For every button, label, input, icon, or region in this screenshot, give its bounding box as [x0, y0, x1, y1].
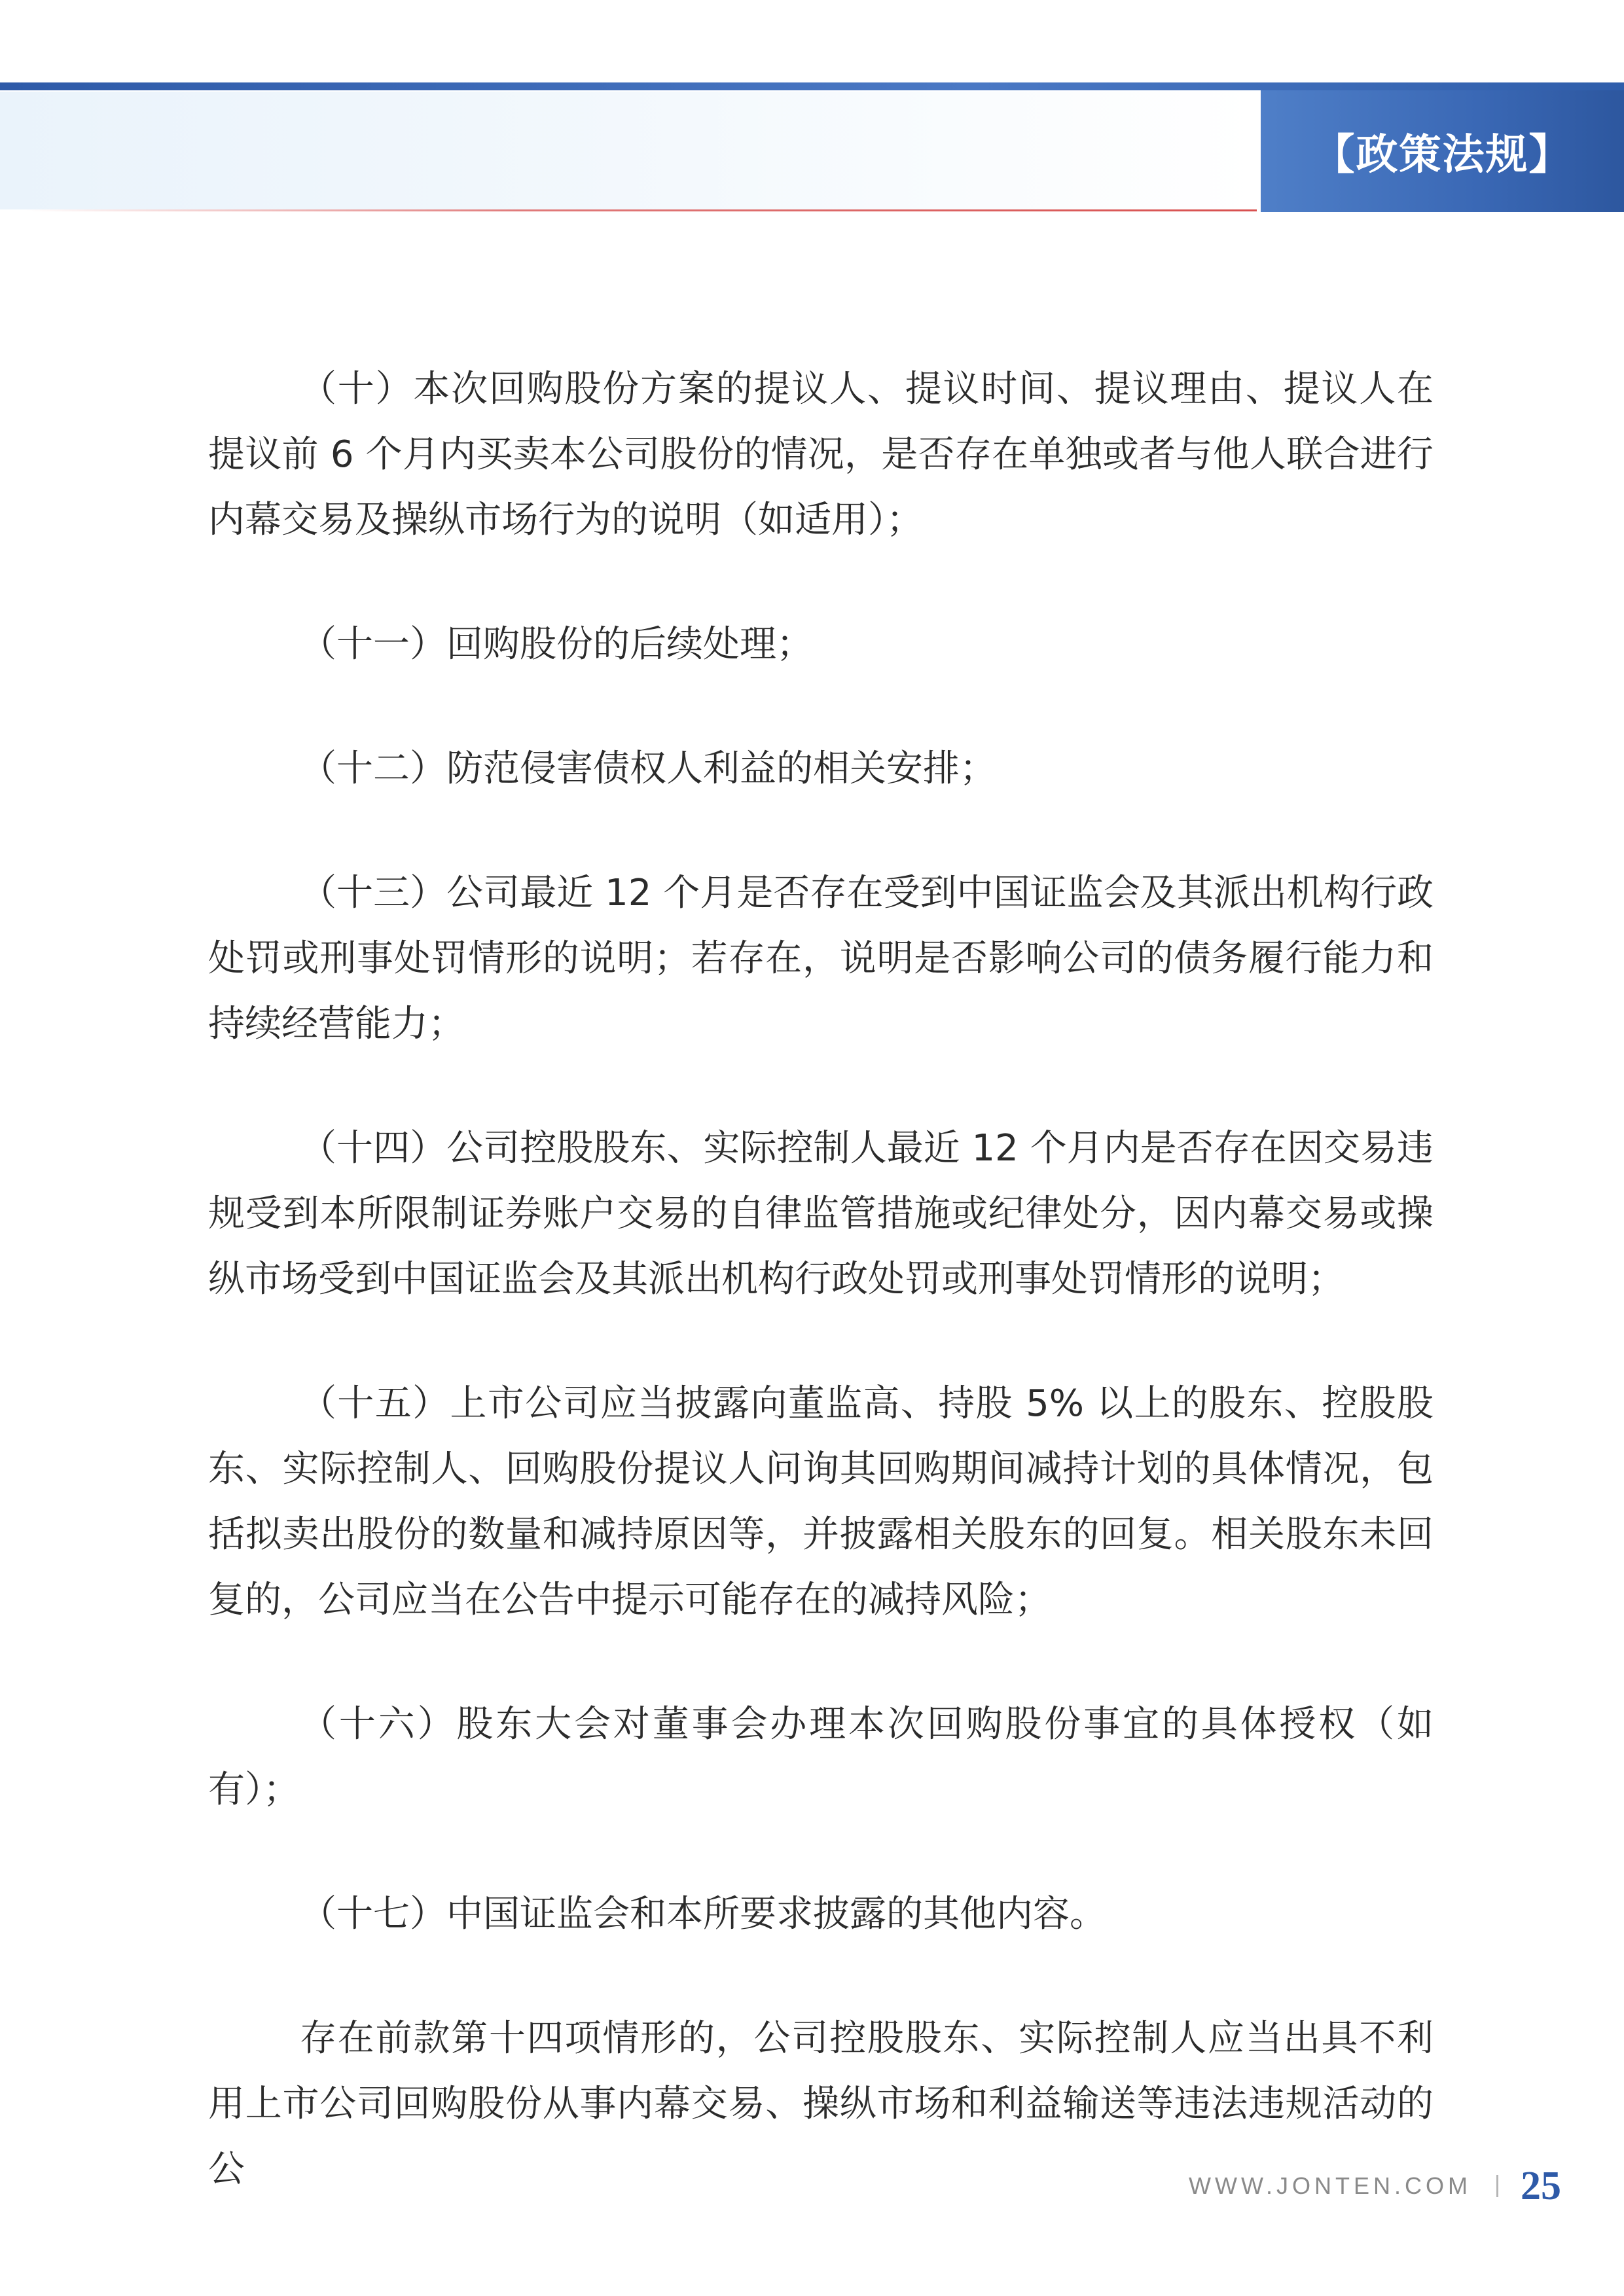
- page-header: [0, 0, 1624, 216]
- website-link[interactable]: WWW.JONTEN.COM: [1189, 2172, 1471, 2199]
- header-panel: [0, 92, 1257, 209]
- clause-16: （十六）股东大会对董事会办理本次回购股份事宜的具体授权（如有）；: [208, 1703, 1434, 1811]
- closing-paragraph: 存在前款第十四项情形的，公司控股股东、实际控制人应当出具不利用上市公司回购股份从事内幕交易、操纵市场和利益输送等违法违规活动的公: [208, 2017, 1434, 2191]
- clause-13: （十三）公司最近 12 个月是否存在受到中国证监会及其派出机构行政处罚或刑事处罚情形的说明；若存在，说明是否影响公司的债务履行能力和持续经营能力；: [208, 872, 1434, 1045]
- clause-10: （十）本次回购股份方案的提议人、提议时间、提议理由、提议人在提议前 6 个月内买卖本公司股份的情况，是否存在单独或者与他人联合进行内幕交易及操纵市场行为的说明（如适用）；: [208, 368, 1434, 541]
- clause-11: （十一）回购股份的后续处理；: [300, 623, 813, 666]
- clause-15: （十五）上市公司应当披露向董监高、持股 5% 以上的股东、控股股东、实际控制人、回购股份提议人问询其回购期间减持计划的具体情况，包括拟卖出股份的数量和减持原因等，并披露相关股东的回复。相关股东未回复的，公司应当在公告中提示可能存在的减持风险；: [208, 1382, 1434, 1621]
- header-accent-rule: [26, 209, 1257, 211]
- document-body: [208, 357, 1434, 2202]
- clause-14: （十四）公司控股股东、实际控制人最近 12 个月内是否存在因交易违规受到本所限制证券账户交易的自律监管措施或纪律处分，因内幕交易或操纵市场受到中国证监会及其派出机构行政处罚或刑事处罚情形的说明；: [208, 1127, 1434, 1300]
- header-top-rule: [0, 82, 1624, 90]
- section-label: 【政策法规】: [1312, 130, 1572, 179]
- page-footer: [1189, 2160, 1561, 2212]
- footer-divider: [1496, 2175, 1498, 2197]
- page-number: 25: [1521, 2163, 1561, 2208]
- section-tab: [1261, 90, 1624, 212]
- clause-12: （十二）防范侵害债权人利益的相关安排；: [300, 747, 996, 790]
- clause-17: （十七）中国证监会和本所要求披露的其他内容。: [300, 1893, 1106, 1935]
